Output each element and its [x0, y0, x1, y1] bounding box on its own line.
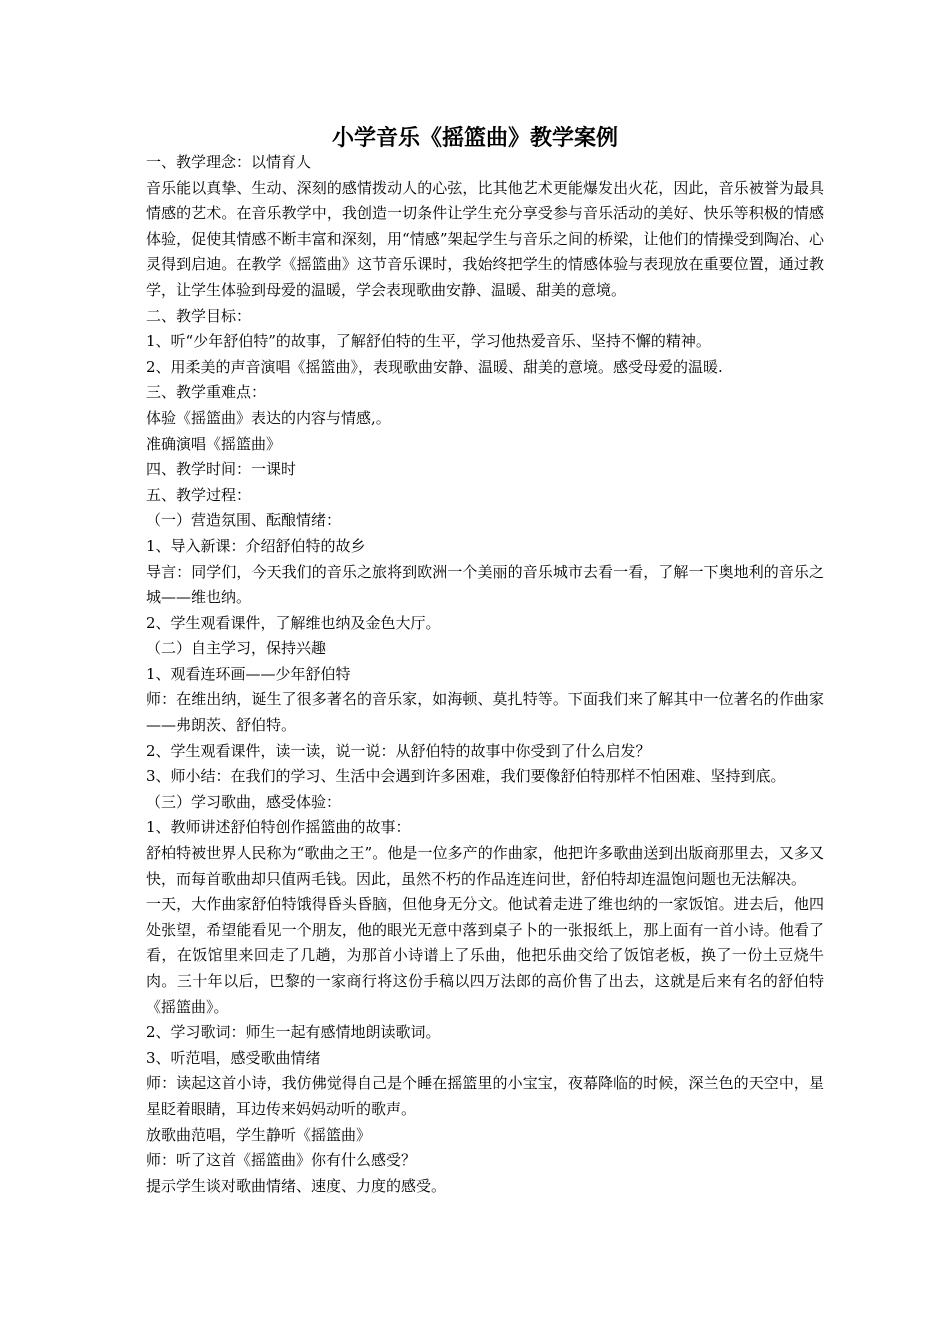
- section-heading: 二、教学目标：: [146, 306, 252, 325]
- body-paragraph: 舒柏特被世界人民称为“歌曲之王”。他是一位多产的作曲家，他把许多歌曲送到出版商那里去，又多又快，而每首歌曲却只值两毛钱。因此，虽然不朽的作品连连问世，舒伯特却连温饱问题也无法解决。: [146, 844, 824, 888]
- list-item: 1、听“少年舒伯特”的故事，了解舒伯特的生平，学习他热爱音乐、坚持不懈的精神。: [146, 332, 711, 351]
- body-paragraph: 放歌曲范唱，学生静听《摇篮曲》: [146, 1125, 372, 1144]
- list-item: 3、听范唱，感受歌曲情绪: [146, 1048, 321, 1067]
- list-item: 2、学生观看课件，了解维也纳及金色大厅。: [146, 613, 441, 632]
- section-heading: 五、教学过程：: [146, 485, 252, 504]
- section-heading: 四、教学时间：一课时: [146, 460, 297, 479]
- body-paragraph: 师：听了这首《摇篮曲》你有什么感受？: [146, 1151, 417, 1170]
- body-paragraph: 音乐能以真挚、生动、深刻的感情拨动人的心弦，比其他艺术更能爆发出火花，因此，音乐被誉为最具情感的艺术。在音乐教学中，我创造一切条件让学生充分享受参与音乐活动的美好、快乐等积极的情感体验，促使其情感不断丰富和深刻，用“情感”架起学生与音乐之间的桥梁，让他们的情操受到陶冶、心灵得到启迪。在教学《摇篮曲》这节音乐课时，我始终把学生的情感体验与表现放在重要位置，通过教学，让学生体验到母爱的温暖，学会表现歌曲安静、温暖、甜美的意境。: [146, 178, 824, 299]
- list-item: 3、师小结：在我们的学习、生活中会遇到许多困难，我们要像舒伯特那样不怕困难、坚持到底。: [146, 767, 786, 786]
- subsection-heading: （一）营造氛围、酝酿情绪：: [146, 511, 342, 530]
- document-title: 小学音乐《摇篮曲》教学案例: [331, 125, 618, 151]
- list-item: 2、用柔美的声音演唱《摇篮曲》，表现歌曲安静、温暖、甜美的意境。感受母爱的温暖.: [146, 357, 723, 376]
- section-heading: 一、教学理念：以情育人: [146, 153, 312, 171]
- section-heading: 三、教学重难点：: [146, 383, 267, 402]
- body-paragraph: 导言：同学们，今天我们的音乐之旅将到欧洲一个美丽的音乐城市去看一看，了解一下奥地利的音乐之城——维也纳。: [146, 562, 824, 607]
- list-item: 1、观看连环画——少年舒伯特: [146, 664, 351, 683]
- body-paragraph: 一天，大作曲家舒伯特饿得昏头昏脑，但他身无分文。他试着走进了维也纳的一家饭馆。进去后，他四处张望，希望能看见一个朋友，他的眼光无意中落到桌子卜的一张报纸上，那上面有一首小诗。他看了看，在饭馆里来回走了几趟，为那首小诗谱上了乐曲，他把乐曲交给了饭馆老板，换了一份土豆烧牛肉。三十年以后，巴黎的一家商行将这份手稿以四万法郎的高价售了出去，这就是后来有名的舒伯特《摇篮曲》。: [146, 895, 824, 1016]
- document-body: [146, 150, 824, 1199]
- list-item: 1、教师讲述舒伯特创作摇篮曲的故事：: [146, 818, 411, 837]
- body-paragraph: 师：在维出纳，诞生了很多著名的音乐家，如海顿、莫扎特等。下面我们来了解其中一位著名的作曲家——弗朗茨、舒伯特。: [146, 690, 824, 735]
- list-item: 2、学生观看课件，读一读，说一说：从舒伯特的故事中你受到了什么启发？: [146, 741, 651, 760]
- body-paragraph: 提示学生谈对歌曲情绪、速度、力度的感受。: [146, 1176, 447, 1195]
- subsection-heading: （二）自主学习，保持兴趣: [146, 639, 327, 658]
- subsection-heading: （三）学习歌曲，感受体验：: [146, 792, 342, 811]
- list-item: 1、导入新课：介绍舒伯特的故乡: [146, 536, 366, 555]
- body-paragraph: 准确演唱《摇篮曲》: [146, 434, 282, 453]
- body-paragraph: 师：读起这首小诗，我仿佛觉得自己是个睡在摇篮里的小宝宝，夜幕降临的时候，深兰色的天空中，星星眨着眼睛，耳边传来妈妈动听的歌声。: [146, 1074, 824, 1118]
- list-item: 2、学习歌词：师生一起有感情地朗读歌词。: [146, 1023, 441, 1042]
- body-paragraph: 体验《摇篮曲》表达的内容与情感,。: [146, 408, 391, 427]
